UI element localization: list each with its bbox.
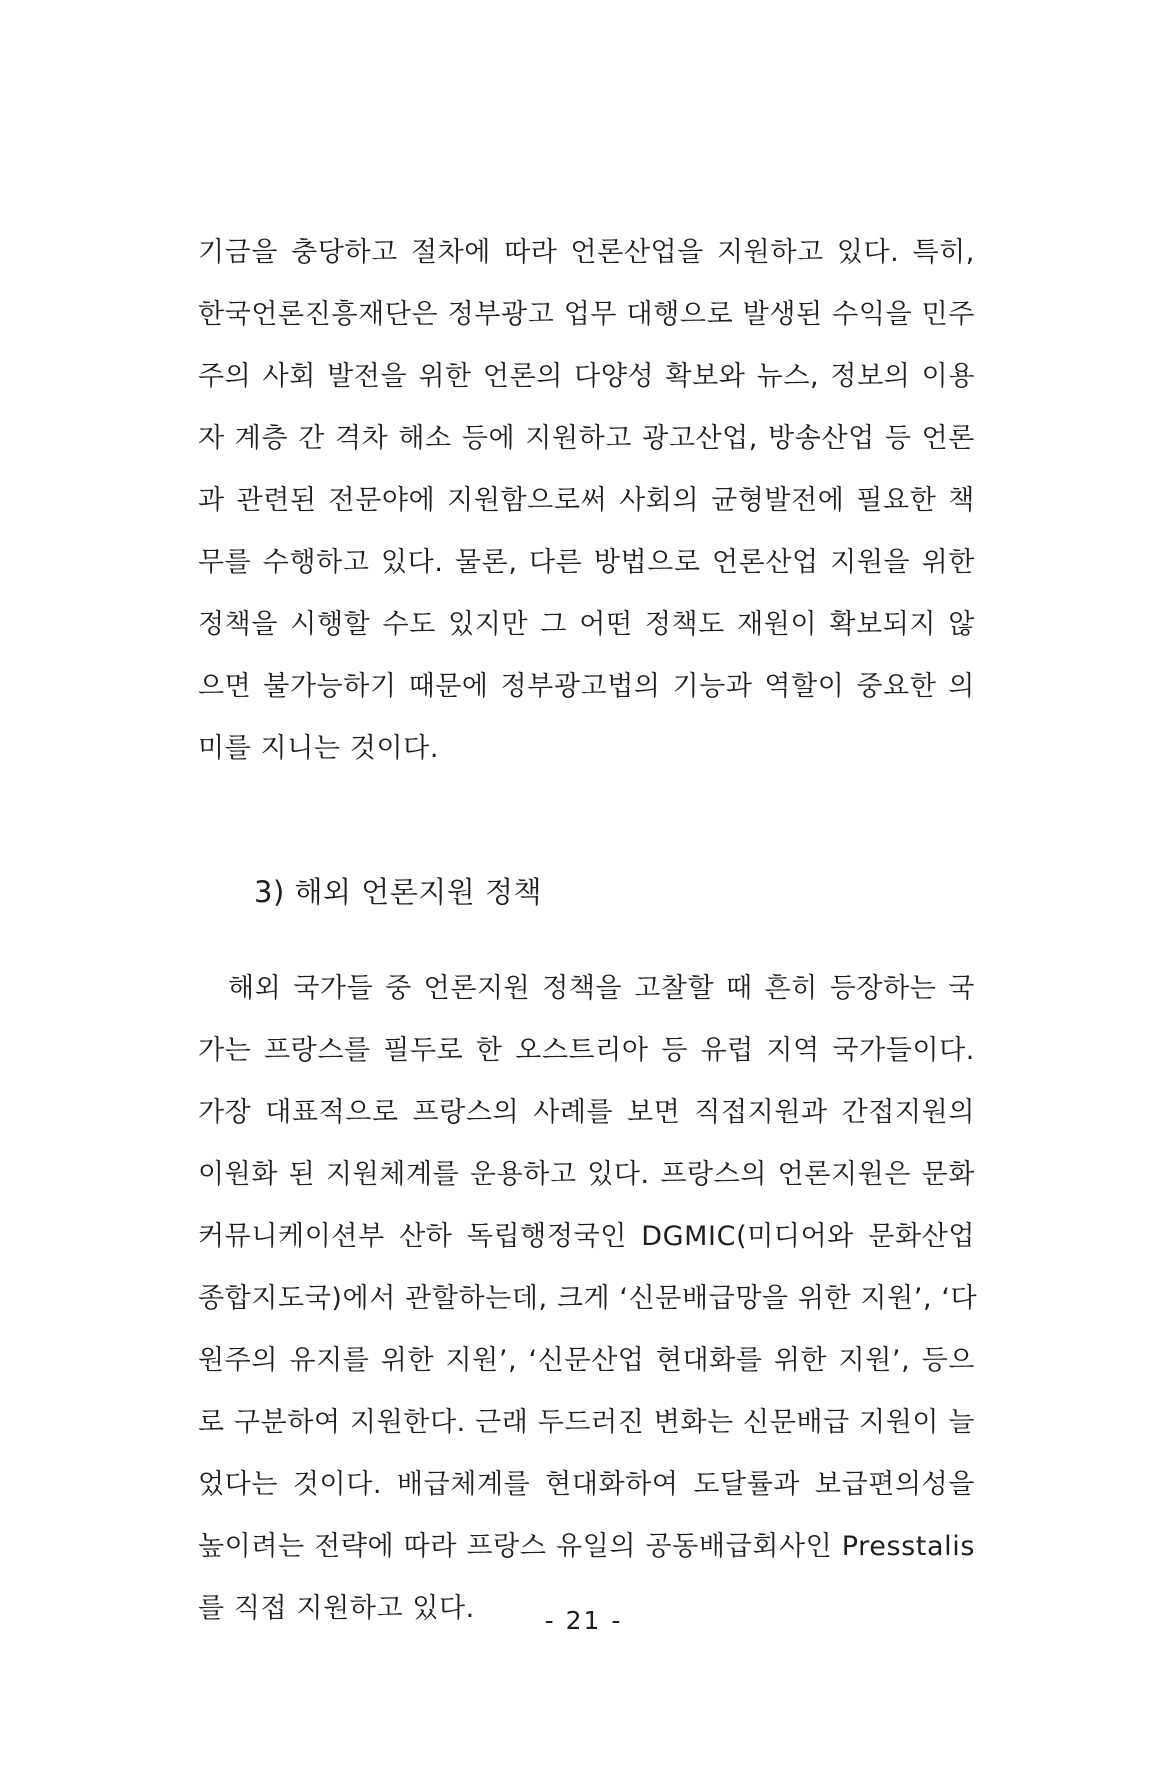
paragraph-1-line: 한국언론진흥재단은 정부광고 업무 대행으로 발생된 수익을 민주 bbox=[198, 299, 975, 330]
paragraph-2-line: 종합지도국)에서 관할하는데, 크게 ‘신문배급망을 위한 지원’, ‘다 bbox=[198, 1283, 978, 1314]
paragraph-2 bbox=[198, 958, 978, 1640]
paragraph-1-line: 기금을 충당하고 절차에 따라 언론산업을 지원하고 있다. 특히, bbox=[198, 237, 975, 268]
paragraph-1-line: 과 관련된 전문야에 지원함으로써 사회의 균형발전에 필요한 책 bbox=[198, 485, 975, 516]
page-content bbox=[198, 222, 978, 1640]
paragraph-1-line: 정책을 시행할 수도 있지만 그 어떤 정책도 재원이 확보되지 않 bbox=[198, 609, 975, 640]
section-heading: 3) 해외 언론지원 정책 bbox=[254, 875, 543, 909]
paragraph-2-line: 이원화 된 지원체계를 운용하고 있다. 프랑스의 언론지원은 문화 bbox=[198, 1159, 975, 1190]
paragraph-2-line: 로 구분하여 지원한다. 근래 두드러진 변화는 신문배급 지원이 늘 bbox=[198, 1407, 975, 1438]
paragraph-1-line: 으면 불가능하기 때문에 정부광고법의 기능과 역할이 중요한 의 bbox=[198, 671, 975, 702]
paragraph-1-line: 무를 수행하고 있다. 물론, 다른 방법으로 언론산업 지원을 위한 bbox=[198, 547, 975, 578]
paragraph-1-line: 미를 지니는 것이다. bbox=[198, 733, 440, 764]
paragraph-1-line: 자 계층 간 격차 해소 등에 지원하고 광고산업, 방송산업 등 언론 bbox=[198, 423, 975, 454]
paragraph-2-line: 해외 국가들 중 언론지원 정책을 고찰할 때 흔히 등장하는 국 bbox=[228, 973, 975, 1004]
paragraph-2-line: 높이려는 전략에 따라 프랑스 유일의 공동배급회사인 Presstalis bbox=[198, 1531, 975, 1562]
paragraph-2-line: 가장 대표적으로 프랑스의 사례를 보면 직접지원과 간접지원의 bbox=[198, 1097, 975, 1128]
page-number: - 21 - bbox=[544, 1606, 623, 1635]
paragraph-1-line: 주의 사회 발전을 위한 언론의 다양성 확보와 뉴스, 정보의 이용 bbox=[198, 361, 975, 392]
paragraph-2-line: 원주의 유지를 위한 지원’, ‘신문산업 현대화를 위한 지원’, 등으 bbox=[198, 1345, 975, 1376]
paragraph-2-line: 를 직접 지원하고 있다. bbox=[198, 1593, 475, 1624]
paragraph-2-line: 커뮤니케이션부 산하 독립행정국인 DGMIC(미디어와 문화산업 bbox=[198, 1221, 975, 1252]
paragraph-1 bbox=[198, 222, 975, 780]
paragraph-2-line: 었다는 것이다. 배급체계를 현대화하여 도달률과 보급편의성을 bbox=[198, 1469, 975, 1500]
paragraph-2-line: 가는 프랑스를 필두로 한 오스트리아 등 유럽 지역 국가들이다. bbox=[198, 1035, 975, 1066]
